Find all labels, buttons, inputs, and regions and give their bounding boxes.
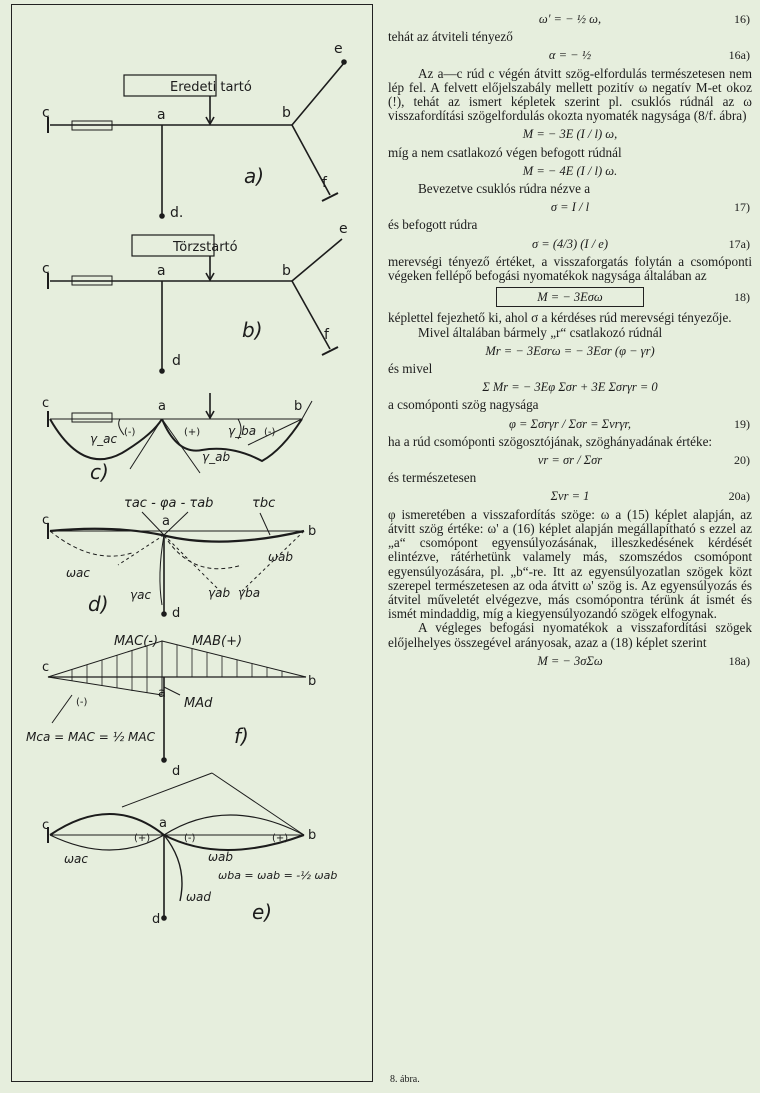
node-d-f bbox=[162, 758, 166, 762]
equation-18-number: 18) bbox=[734, 290, 750, 305]
paragraph-7: A végleges befogási nyomatékok a visszafordítási szögek előjelhelyes összegével arányosak, azaz a (18) képlet szerint bbox=[388, 620, 752, 650]
label-c-e: c bbox=[42, 818, 50, 833]
paragraph-6: φ ismeretében a visszafordítás szöge: ω a (15) képlet alapján, az átvitt szög értéke: ω' a (16) képlet alapján megállapítható s ezzel az „a“ csomópont egyensúlyozásának, illeszkedésének kérdését elintézve, rátérhetünk valamely más, szomszédos csomópont egyensúlyozására, pl. „b“-re. Itt az egyensúlyozatlan szögek közt szerepel természetesen az oda átvitt ω' szög is. Az egyensúlyozás és átvitel műveletét elvégezve, más csomópontra térünk át ismét és ismét mindaddig, míg a kiegyensúlyozandó szögek elfogynak. bbox=[388, 506, 752, 622]
tag-c: c) bbox=[90, 460, 109, 484]
text-line-7: és természetesen bbox=[388, 470, 477, 486]
equation-20a-number: 20a) bbox=[728, 489, 750, 504]
equation-17-number: 17) bbox=[734, 200, 750, 215]
label-bottom-formula-f: Mca = MAC = ½ MAC bbox=[26, 730, 155, 744]
label-omega-ab-d: ωab bbox=[268, 550, 294, 564]
tag-a: a) bbox=[244, 164, 265, 188]
equation-20-number: 20) bbox=[734, 453, 750, 468]
dash-ca-d bbox=[50, 531, 132, 556]
label-d-a: d. bbox=[170, 205, 184, 221]
figure-panel bbox=[11, 4, 373, 1082]
label-e-a: e bbox=[334, 41, 343, 57]
label-d-b: d bbox=[172, 353, 181, 369]
label-b-c: b bbox=[294, 399, 303, 414]
tag-d: d) bbox=[88, 592, 109, 616]
equation-17 bbox=[388, 200, 752, 214]
panel-e bbox=[48, 773, 304, 920]
label-gamma-ab-c: γ_ab bbox=[202, 450, 231, 464]
equation-19-number: 19) bbox=[734, 416, 750, 431]
equation-18-body: M = − 3Eσω bbox=[496, 287, 644, 307]
equation-sum-body: Σ Mr = − 3Eφ Σσr + 3E Σσrγr = 0 bbox=[482, 380, 658, 395]
equation-16a bbox=[388, 48, 752, 62]
equation-20a bbox=[388, 489, 752, 503]
node-d-e bbox=[162, 916, 166, 920]
tag-f: f) bbox=[234, 724, 249, 748]
label-a-f: a bbox=[158, 686, 166, 701]
label-b-b: b bbox=[282, 263, 291, 279]
equation-mr bbox=[388, 344, 752, 358]
text-line-4: és befogott rúdra bbox=[388, 217, 478, 233]
tag-e: e) bbox=[252, 900, 273, 924]
label-omega-ac-e: ωac bbox=[64, 852, 88, 866]
tangent-e2 bbox=[212, 773, 304, 835]
label-f-b: f bbox=[324, 327, 329, 343]
equation-19 bbox=[388, 417, 752, 431]
tick-b-c bbox=[302, 401, 312, 419]
label-minus-e: (-) bbox=[184, 833, 196, 844]
text-line-2: míg a nem csatlakozó végen befogott rúdnál bbox=[388, 144, 622, 160]
equation-20 bbox=[388, 453, 752, 467]
equation-19-body: φ = Σσrγr / Σσr = Σνrγr, bbox=[508, 416, 632, 431]
paragraph-1: Az a—c rúd c végén átvitt szög-elfordulás természetesen nem lép fel. A felvett előjelszabály mellett pozitív ω negatív M-et okoz (!), tehát az ismert képletek szerint pl. csuklós rúdnál az ω visszafordítási szögelfordulás okozta nyomaték nagysága (8/f. ábra) bbox=[388, 65, 752, 124]
structural-diagram bbox=[12, 5, 374, 1083]
label-m-ad-f: MAd bbox=[184, 696, 213, 711]
label-d-d: d bbox=[172, 606, 181, 621]
text-column bbox=[388, 8, 752, 672]
label-plus-e1: (+) bbox=[134, 833, 151, 844]
equation-17-body: σ = I / l bbox=[550, 200, 590, 215]
ray-tau-bc bbox=[260, 513, 270, 535]
label-minus-f: (-) bbox=[76, 697, 88, 708]
label-omega-ab-e: ωab bbox=[208, 850, 234, 864]
label-c-c: c bbox=[42, 396, 50, 411]
paragraph-2: merevségi tényező értéket, a visszaforgatás folytán a csomóponti végeken fellépő befogási nyomatékok nagysága általában az bbox=[388, 253, 752, 284]
equation-16 bbox=[388, 12, 752, 26]
equation-16-number: 16) bbox=[734, 12, 750, 26]
text-line-1: tehát az átviteli tényező bbox=[388, 29, 513, 45]
label-a-a: a bbox=[157, 107, 166, 123]
equation-17a-body: σ = (4/3) (I / e) bbox=[531, 236, 609, 251]
label-d-f: d bbox=[172, 764, 181, 779]
label-c-a: c bbox=[42, 105, 50, 121]
paragraph-4: Mivel általában bármely „r“ csatlakozó rúdnál bbox=[418, 324, 663, 340]
dash-tan1-d bbox=[118, 535, 164, 565]
label-a-c: a bbox=[158, 399, 166, 414]
leader-m-ca bbox=[52, 695, 72, 723]
equation-17a bbox=[388, 237, 752, 251]
label-gamma-ab-d: γab bbox=[208, 586, 231, 600]
equation-16a-number: 16a) bbox=[728, 48, 750, 63]
label-a-b: a bbox=[157, 263, 166, 279]
label-minus-c1: (-) bbox=[124, 427, 136, 438]
node-d-d bbox=[162, 612, 166, 616]
equation-m1-body: M = − 3E (I / l) ω, bbox=[522, 127, 618, 142]
triangle-m-ca-neg bbox=[48, 677, 162, 695]
label-a-e: a bbox=[159, 816, 167, 831]
label-omega-formula-e: ωba = ωab = -½ ωab bbox=[218, 869, 338, 882]
load-block-c bbox=[72, 413, 112, 422]
node-e bbox=[342, 60, 346, 64]
label-f-a: f bbox=[322, 175, 327, 191]
tangent-e1 bbox=[122, 773, 212, 807]
dash-tan2-d bbox=[164, 535, 222, 593]
curve-omega-ad bbox=[164, 835, 182, 901]
equation-18a bbox=[388, 654, 752, 668]
equation-20a-body: Σνr = 1 bbox=[550, 489, 590, 504]
equation-m1 bbox=[388, 127, 752, 141]
label-b-e: b bbox=[308, 828, 317, 843]
paragraph-5: ha a rúd csomóponti szögosztójának, szöghányadának értéke: bbox=[388, 433, 713, 449]
member-be-b bbox=[292, 239, 342, 281]
member-be bbox=[292, 63, 344, 125]
label-b-a: b bbox=[282, 105, 291, 121]
equation-17a-number: 17a) bbox=[728, 236, 750, 251]
node-d bbox=[160, 214, 164, 218]
label-gamma-ba-d: γba bbox=[238, 586, 261, 600]
label-minus-c2: (-) bbox=[264, 427, 276, 438]
paragraph-3: képlettel fejezhető ki, ahol σ a kérdéses rúd merevségi tényezője. bbox=[388, 310, 732, 326]
equation-m2-body: M = − 4E (I / l) ω. bbox=[522, 163, 618, 178]
label-b-d: b bbox=[308, 524, 317, 539]
tag-b: b) bbox=[242, 318, 263, 342]
equation-sum bbox=[388, 380, 752, 394]
equation-mr-body: Mr = − 3Eσrω = − 3Eσr (φ − γr) bbox=[485, 343, 655, 358]
label-c-d: c bbox=[42, 513, 50, 528]
label-torzs: Törzstartó bbox=[173, 240, 238, 255]
label-a-d: a bbox=[162, 514, 170, 529]
label-plus-e2: (+) bbox=[272, 833, 289, 844]
label-top-formula-d: τac - φa - τab bbox=[124, 496, 214, 511]
label-b-f: b bbox=[308, 674, 317, 689]
label-m-ab-f: MAB(+) bbox=[192, 634, 243, 649]
curve-e-2 bbox=[50, 815, 304, 850]
label-gamma-ac-d: γac bbox=[130, 588, 152, 602]
equation-18a-body: M = − 3σΣω bbox=[537, 653, 603, 668]
text-line-5: és mivel bbox=[388, 361, 433, 377]
equation-16a-body: α = − ½ bbox=[548, 48, 592, 63]
label-m-ac-f: MAC(-) bbox=[114, 634, 159, 649]
panel-b bbox=[48, 235, 342, 373]
label-omega-ac-d: ωac bbox=[66, 566, 90, 580]
label-c-b: c bbox=[42, 261, 50, 277]
text-line-6: a csomóponti szög nagysága bbox=[388, 397, 539, 413]
label-plus-c: (+) bbox=[184, 427, 201, 438]
equation-20-body: νr = σr / Σσr bbox=[537, 453, 603, 468]
label-d-e: d bbox=[152, 912, 161, 927]
label-eredeti: Eredeti tartó bbox=[170, 80, 252, 95]
label-gamma-ac-c: γ_ac bbox=[90, 432, 118, 446]
equation-m2 bbox=[388, 164, 752, 178]
equation-18a-number: 18a) bbox=[728, 653, 750, 668]
label-tau-bc-d: τbc bbox=[252, 496, 276, 511]
label-e-b: e bbox=[339, 221, 348, 237]
panel-d bbox=[48, 512, 304, 616]
label-omega-ad-e: ωad bbox=[186, 890, 212, 904]
equation-16-body: ω' = − ½ ω, bbox=[538, 12, 602, 26]
label-c-f: c bbox=[42, 660, 50, 675]
node-d-b bbox=[160, 369, 164, 373]
text-line-3: Bevezetve csuklós rúdra nézve a bbox=[418, 181, 591, 197]
figure-caption: 8. ábra. bbox=[390, 1074, 420, 1085]
leader-m-ad bbox=[164, 687, 180, 695]
label-gamma-ba-c: γ_ba bbox=[228, 424, 257, 438]
equation-18 bbox=[388, 287, 752, 307]
